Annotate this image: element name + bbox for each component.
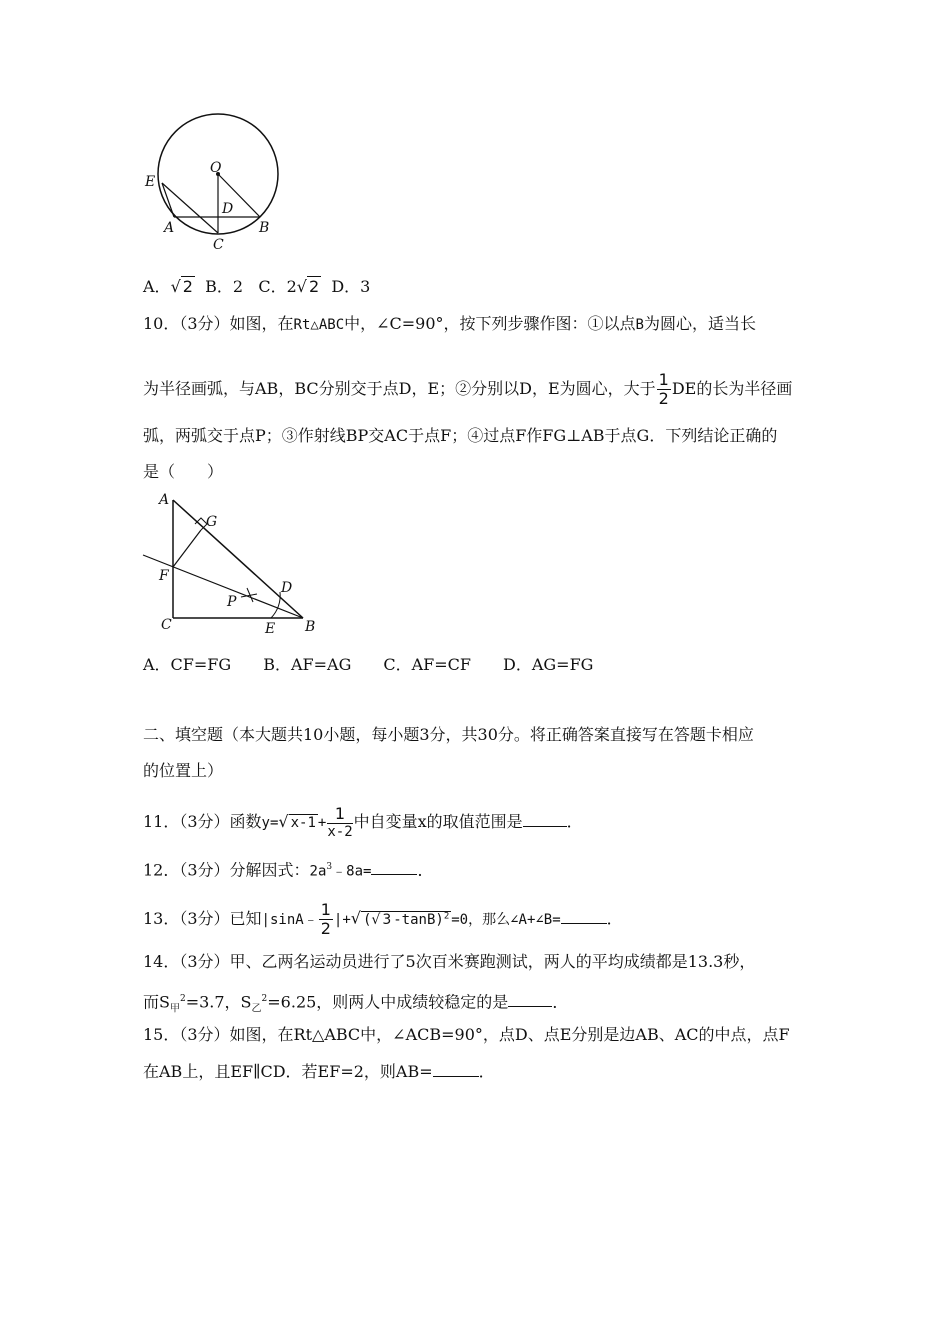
label-p: P xyxy=(227,594,237,610)
fraction-half: $\frac{1}{2}$ xyxy=(320,900,331,938)
label-c: C xyxy=(161,617,172,633)
q10-line-1: 10．（3分）如图，在Rt△ABC中，∠C=90°，按下列步骤作图：①以点B为圆心，适当长 xyxy=(143,314,756,333)
q14-line-1: 14．（3分）甲、乙两名运动员进行了5次百米赛跑测试，两人的平均成绩都是13.3秒， xyxy=(143,952,756,971)
q11: 11．（3分）函数y=√ x-1 + $\frac{1}{x-2}$ 中自变量x的取值范围是 ． xyxy=(143,804,583,840)
answer-blank[interactable] xyxy=(508,992,552,1007)
fraction-half: $\frac{1}{2}$ xyxy=(658,370,669,408)
q14-line-2: 而$S_甲^2=3.7$，$S_乙^2=6.25$，则两人中成绩较稳定的是 ． xyxy=(143,992,569,1015)
q10-triangle-figure xyxy=(143,488,333,638)
sqrt-expression: √ (√ 3 -tanB)$^2$ xyxy=(350,909,450,928)
label-b: B xyxy=(305,619,316,635)
label-b: B xyxy=(259,220,270,236)
fraction-1-over-x-2: $\frac{1}{x-2}$ xyxy=(327,804,353,840)
q15-line-2: 在AB上，且EF∥CD．若EF=2，则AB= ． xyxy=(143,1062,495,1081)
answer-blank[interactable] xyxy=(371,860,417,875)
q10-line-4: 是（ ） xyxy=(143,462,224,481)
label-c: C xyxy=(213,237,224,253)
label-g: G xyxy=(206,514,218,530)
label-a: A xyxy=(164,220,175,236)
label-a: A xyxy=(159,492,170,508)
label-o: O xyxy=(210,160,222,176)
label-d: D xyxy=(222,201,234,217)
section2-heading-2: 的位置上） xyxy=(143,761,224,780)
q9-choices: A．√ 2 B．2 C．2√ 2 D．3 xyxy=(143,277,371,296)
sqrt-2-c: √ 2 xyxy=(296,277,320,296)
label-d: D xyxy=(281,580,293,596)
q13: 13．（3分）已知|sinA﹣ $\frac{1}{2}$ |+√ (√ 3 -tanB)$^2$ =0，那么∠A+∠B= ． xyxy=(143,900,623,938)
section2-heading-1: 二、填空题（本大题共10小题，每小题3分，共30分。将正确答案直接写在答题卡相应 xyxy=(143,725,754,744)
label-e: E xyxy=(145,174,156,190)
sqrt-x-1: √ x-1 xyxy=(278,812,316,831)
q15-line-1: 15．（3分）如图，在Rt△ABC中，∠ACB=90°，点D、点E分别是边AB、AC的中点，点F xyxy=(143,1025,790,1044)
answer-blank[interactable] xyxy=(523,812,567,827)
q10-line-2: 为半径画弧，与AB，BC分别交于点D，E；②分别以D，E为圆心，大于 $\frac{1}{2}$ DE的长为半径画 xyxy=(143,370,793,408)
label-f: F xyxy=(159,568,169,584)
q12: 12．（3分）分解因式：$2a^3﹣8a=$ ． xyxy=(143,860,434,880)
label-e: E xyxy=(265,621,276,637)
answer-blank[interactable] xyxy=(561,909,607,924)
q9-circle-figure xyxy=(145,110,300,255)
q10-choices: A．CF=FG B．AF=AG C．AF=CF D．AG=FG xyxy=(143,655,594,674)
q10-line-3: 弧，两弧交于点P；③作射线BP交AC于点F；④过点F作FG⊥AB于点G．下列结论正确的 xyxy=(143,426,778,445)
answer-blank[interactable] xyxy=(433,1062,479,1077)
sqrt-2-a: √ 2 xyxy=(170,277,193,296)
